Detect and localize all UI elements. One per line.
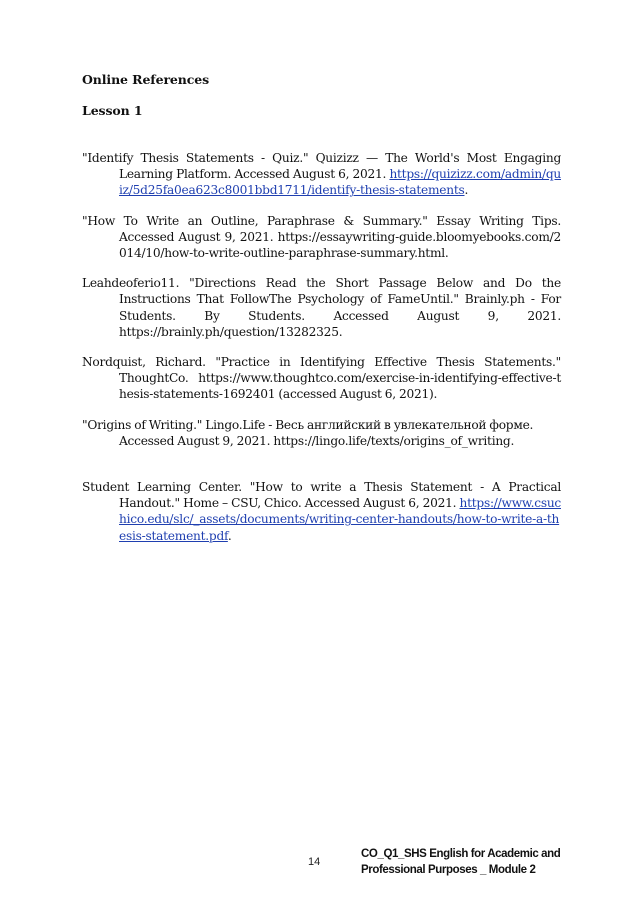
reference-list (82, 150, 561, 544)
reference-text: "Origins of Writing." Lingo.Life - Весь английский в увлекательной форме. Accessed August 9, 2021. https://lingo.life/texts/origins_of_writing. (82, 417, 534, 448)
reference-url: https://essaywriting-guide.bloomyebooks.com/2014/10/how-to-write-outline-paraphrase-summary.html. (119, 229, 561, 261)
reference-text: Student Learning Center. "How to write a Thesis Statement - A Practical Handout." Home – CSU, Chico. Accessed August 6, 2021. (82, 480, 561, 511)
reference-text: "Identify Thesis Statements - Quiz." Quizizz — The World's Most Engaging Learning Platform. Accessed August 6, 2021. (82, 151, 561, 182)
module-footer (361, 846, 560, 878)
reference-text: Leahdeoferio11. "Directions Read the Short Passage Below and Do the Instructions That FollowThe Psychology of FameUntil." Brainly.ph - For Students. By Students. Accessed August 9, 2021. https://brainly.ph/question/13282325. (82, 276, 561, 339)
lesson-heading: Lesson 1 (82, 103, 143, 118)
reference-item (82, 150, 561, 199)
reference-item (82, 354, 561, 403)
reference-text: Nordquist, Richard. "Practice in Identifying Effective Thesis Statements." ThoughtCo. (82, 355, 561, 386)
reference-suffix: . (464, 183, 469, 198)
reference-item (82, 213, 561, 262)
reference-suffix: . (227, 528, 232, 543)
reference-item (82, 275, 561, 340)
reference-suffix: (accessed August 6, 2021). (275, 387, 438, 402)
reference-text: "How To Write an Outline, Paraphrase & Summary." Essay Writing Tips. Accessed August 9, 2021. (82, 213, 561, 244)
online-references-heading: Online References (82, 72, 210, 87)
page-number: 14 (308, 856, 321, 868)
reference-link[interactable]: https://www.csuchico.edu/slc/_assets/documents/writing-center-handouts/how-to-write-a-thesis-statement.pdf (119, 496, 561, 543)
reference-link[interactable]: https://quizizz.com/admin/quiz/5d25fa0ea623c8001bbd1711/identify-thesis-statements (119, 167, 561, 198)
reference-url: https://www.thoughtco.com/exercise-in-identifying-effective-thesis-statements-1692401 (119, 371, 561, 402)
footer-line-1: CO_Q1_SHS English for Academic and (361, 848, 561, 860)
footer-line-2: Professional Purposes _ Module 2 (361, 864, 536, 876)
reference-item (82, 479, 561, 544)
reference-item (82, 417, 561, 449)
